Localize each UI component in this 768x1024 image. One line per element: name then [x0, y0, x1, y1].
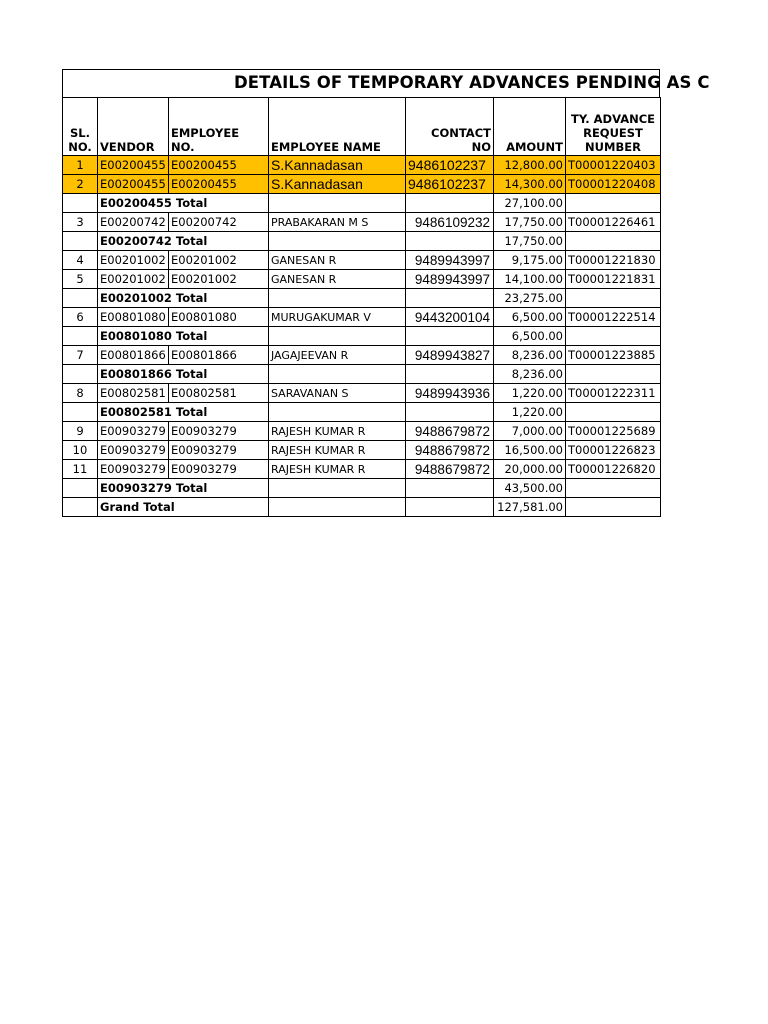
cell-employee-no[interactable]: E00903279	[169, 441, 269, 460]
total-row	[63, 327, 661, 346]
cell-amount[interactable]: 23,275.00	[494, 289, 566, 308]
table-row	[63, 175, 661, 194]
cell-employee-no[interactable]: E00802581	[169, 384, 269, 403]
cell-request[interactable]: T00001226823	[566, 441, 661, 460]
total-row	[63, 479, 661, 498]
cell-sl[interactable]: 10	[63, 441, 98, 460]
cell-vendor[interactable]: E00200742	[98, 213, 169, 232]
cell-request[interactable]	[566, 498, 661, 517]
header-contact-no: CONTACT NO	[406, 98, 494, 156]
cell-sl[interactable]	[63, 479, 98, 498]
cell-vendor[interactable]: E00801866	[98, 346, 169, 365]
cell-amount[interactable]: 17,750.00	[494, 213, 566, 232]
cell-request[interactable]: T00001220403	[566, 156, 661, 175]
header-employee-name: EMPLOYEE NAME	[269, 98, 406, 156]
advances-table	[62, 97, 661, 517]
cell-request[interactable]	[566, 403, 661, 422]
cell-sl[interactable]	[63, 365, 98, 384]
cell-vendor[interactable]: E00200455	[98, 175, 169, 194]
cell-vendor[interactable]: E00201002	[98, 251, 169, 270]
cell-sl[interactable]: 2	[63, 175, 98, 194]
cell-contact[interactable]	[406, 479, 494, 498]
cell-total-label[interactable]: E00801080 Total	[98, 327, 269, 346]
cell-vendor[interactable]: E00903279	[98, 460, 169, 479]
cell-sl[interactable]	[63, 498, 98, 517]
cell-contact[interactable]	[406, 498, 494, 517]
table-row	[63, 460, 661, 479]
cell-request[interactable]	[566, 194, 661, 213]
cell-contact[interactable]: 9488679872	[406, 460, 494, 479]
cell-amount[interactable]: 20,000.00	[494, 460, 566, 479]
spreadsheet	[62, 69, 710, 517]
cell-amount[interactable]: 6,500.00	[494, 308, 566, 327]
table-row	[63, 156, 661, 175]
total-row	[63, 232, 661, 251]
cell-employee-name[interactable]: RAJESH KUMAR R	[269, 441, 406, 460]
table-row	[63, 251, 661, 270]
cell-employee-name[interactable]: RAJESH KUMAR R	[269, 460, 406, 479]
cell-total-label[interactable]: Grand Total	[98, 498, 269, 517]
cell-employee-name[interactable]: PRABAKARAN M S	[269, 213, 406, 232]
cell-employee-name[interactable]	[269, 479, 406, 498]
cell-employee-name[interactable]	[269, 232, 406, 251]
cell-sl[interactable]	[63, 232, 98, 251]
cell-amount[interactable]: 7,000.00	[494, 422, 566, 441]
cell-sl[interactable]: 7	[63, 346, 98, 365]
cell-contact[interactable]	[406, 403, 494, 422]
cell-employee-name[interactable]	[269, 327, 406, 346]
cell-amount[interactable]: 12,800.00	[494, 156, 566, 175]
table-row	[63, 270, 661, 289]
cell-amount[interactable]: 1,220.00	[494, 403, 566, 422]
table-row	[63, 384, 661, 403]
header-employee-no: EMPLOYEE NO.	[169, 98, 269, 156]
report-title: DETAILS OF TEMPORARY ADVANCES PENDING AS C	[234, 73, 710, 92]
cell-employee-name[interactable]: SARAVANAN S	[269, 384, 406, 403]
cell-amount[interactable]: 14,300.00	[494, 175, 566, 194]
cell-amount[interactable]: 43,500.00	[494, 479, 566, 498]
header-vendor: VENDOR	[98, 98, 169, 156]
header-row	[63, 98, 661, 156]
cell-request[interactable]	[566, 365, 661, 384]
cell-employee-name[interactable]: GANESAN R	[269, 251, 406, 270]
cell-sl[interactable]: 9	[63, 422, 98, 441]
cell-amount[interactable]: 6,500.00	[494, 327, 566, 346]
table-row	[63, 422, 661, 441]
cell-employee-no[interactable]: E00201002	[169, 270, 269, 289]
cell-vendor[interactable]: E00903279	[98, 422, 169, 441]
cell-contact[interactable]	[406, 289, 494, 308]
cell-contact[interactable]: 9486109232	[406, 213, 494, 232]
cell-employee-no[interactable]: E00200455	[169, 156, 269, 175]
total-row	[63, 365, 661, 384]
cell-vendor[interactable]: E00801080	[98, 308, 169, 327]
cell-amount[interactable]: 127,581.00	[494, 498, 566, 517]
cell-sl[interactable]: 4	[63, 251, 98, 270]
cell-request[interactable]: T00001226820	[566, 460, 661, 479]
cell-sl[interactable]: 8	[63, 384, 98, 403]
cell-employee-no[interactable]: E00801866	[169, 346, 269, 365]
cell-employee-no[interactable]: E00200742	[169, 213, 269, 232]
cell-contact[interactable]: 9489943997	[406, 251, 494, 270]
cell-vendor[interactable]: E00802581	[98, 384, 169, 403]
cell-request[interactable]: T00001223885	[566, 346, 661, 365]
cell-employee-name[interactable]	[269, 498, 406, 517]
cell-amount[interactable]: 27,100.00	[494, 194, 566, 213]
cell-contact[interactable]: 9486102237	[406, 175, 494, 194]
cell-request[interactable]: T00001222311	[566, 384, 661, 403]
cell-contact[interactable]	[406, 327, 494, 346]
cell-employee-name[interactable]	[269, 403, 406, 422]
cell-employee-no[interactable]: E00200455	[169, 175, 269, 194]
cell-sl[interactable]: 6	[63, 308, 98, 327]
cell-contact[interactable]: 9488679872	[406, 441, 494, 460]
cell-request[interactable]: T00001221831	[566, 270, 661, 289]
cell-request[interactable]	[566, 479, 661, 498]
cell-amount[interactable]: 16,500.00	[494, 441, 566, 460]
cell-vendor[interactable]: E00201002	[98, 270, 169, 289]
total-row	[63, 194, 661, 213]
cell-sl[interactable]	[63, 327, 98, 346]
cell-request[interactable]: T00001220408	[566, 175, 661, 194]
cell-sl[interactable]: 3	[63, 213, 98, 232]
cell-sl[interactable]	[63, 403, 98, 422]
table-row	[63, 441, 661, 460]
cell-employee-name[interactable]: MURUGAKUMAR V	[269, 308, 406, 327]
cell-total-label[interactable]: E00200455 Total	[98, 194, 269, 213]
cell-amount[interactable]: 9,175.00	[494, 251, 566, 270]
total-row	[63, 289, 661, 308]
cell-employee-no[interactable]: E00801080	[169, 308, 269, 327]
cell-employee-name[interactable]: S.Kannadasan	[269, 175, 406, 194]
cell-employee-name[interactable]	[269, 194, 406, 213]
cell-employee-no[interactable]: E00903279	[169, 422, 269, 441]
cell-employee-name[interactable]: GANESAN R	[269, 270, 406, 289]
cell-contact[interactable]: 9489943997	[406, 270, 494, 289]
cell-request[interactable]	[566, 289, 661, 308]
cell-sl[interactable]: 5	[63, 270, 98, 289]
cell-contact[interactable]: 9488679872	[406, 422, 494, 441]
cell-amount[interactable]: 1,220.00	[494, 384, 566, 403]
cell-total-label[interactable]: E00201002 Total	[98, 289, 269, 308]
table-row	[63, 213, 661, 232]
cell-request[interactable]: T00001225689	[566, 422, 661, 441]
cell-total-label[interactable]: E00903279 Total	[98, 479, 269, 498]
cell-contact[interactable]	[406, 365, 494, 384]
cell-contact[interactable]: 9489943827	[406, 346, 494, 365]
cell-contact[interactable]: 9486102237	[406, 156, 494, 175]
cell-request[interactable]	[566, 232, 661, 251]
cell-employee-name[interactable]: S.Kannadasan	[269, 156, 406, 175]
cell-contact[interactable]: 9489943936	[406, 384, 494, 403]
cell-request[interactable]: T00001222514	[566, 308, 661, 327]
cell-sl[interactable]: 11	[63, 460, 98, 479]
cell-amount[interactable]: 8,236.00	[494, 365, 566, 384]
cell-amount[interactable]: 14,100.00	[494, 270, 566, 289]
total-row	[63, 498, 661, 517]
cell-contact[interactable]: 9443200104	[406, 308, 494, 327]
cell-contact[interactable]	[406, 232, 494, 251]
cell-contact[interactable]	[406, 194, 494, 213]
cell-vendor[interactable]: E00200455	[98, 156, 169, 175]
cell-employee-no[interactable]: E00201002	[169, 251, 269, 270]
header-amount: AMOUNT	[494, 98, 566, 156]
cell-sl[interactable]	[63, 194, 98, 213]
table-row	[63, 346, 661, 365]
cell-vendor[interactable]: E00903279	[98, 441, 169, 460]
cell-employee-name[interactable]: JAGAJEEVAN R	[269, 346, 406, 365]
cell-amount[interactable]: 8,236.00	[494, 346, 566, 365]
cell-request[interactable]	[566, 327, 661, 346]
cell-sl[interactable]: 1	[63, 156, 98, 175]
cell-sl[interactable]	[63, 289, 98, 308]
table-row	[63, 308, 661, 327]
cell-employee-name[interactable]	[269, 289, 406, 308]
header-request-number: TY. ADVANCE REQUEST NUMBER	[566, 98, 661, 156]
cell-employee-name[interactable]: RAJESH KUMAR R	[269, 422, 406, 441]
cell-total-label[interactable]: E00200742 Total	[98, 232, 269, 251]
cell-employee-no[interactable]: E00903279	[169, 460, 269, 479]
cell-request[interactable]: T00001226461	[566, 213, 661, 232]
cell-total-label[interactable]: E00802581 Total	[98, 403, 269, 422]
total-row	[63, 403, 661, 422]
cell-amount[interactable]: 17,750.00	[494, 232, 566, 251]
header-sl-no: SL. NO.	[63, 98, 98, 156]
cell-total-label[interactable]: E00801866 Total	[98, 365, 269, 384]
cell-employee-name[interactable]	[269, 365, 406, 384]
cell-request[interactable]: T00001221830	[566, 251, 661, 270]
title-row	[62, 69, 710, 97]
